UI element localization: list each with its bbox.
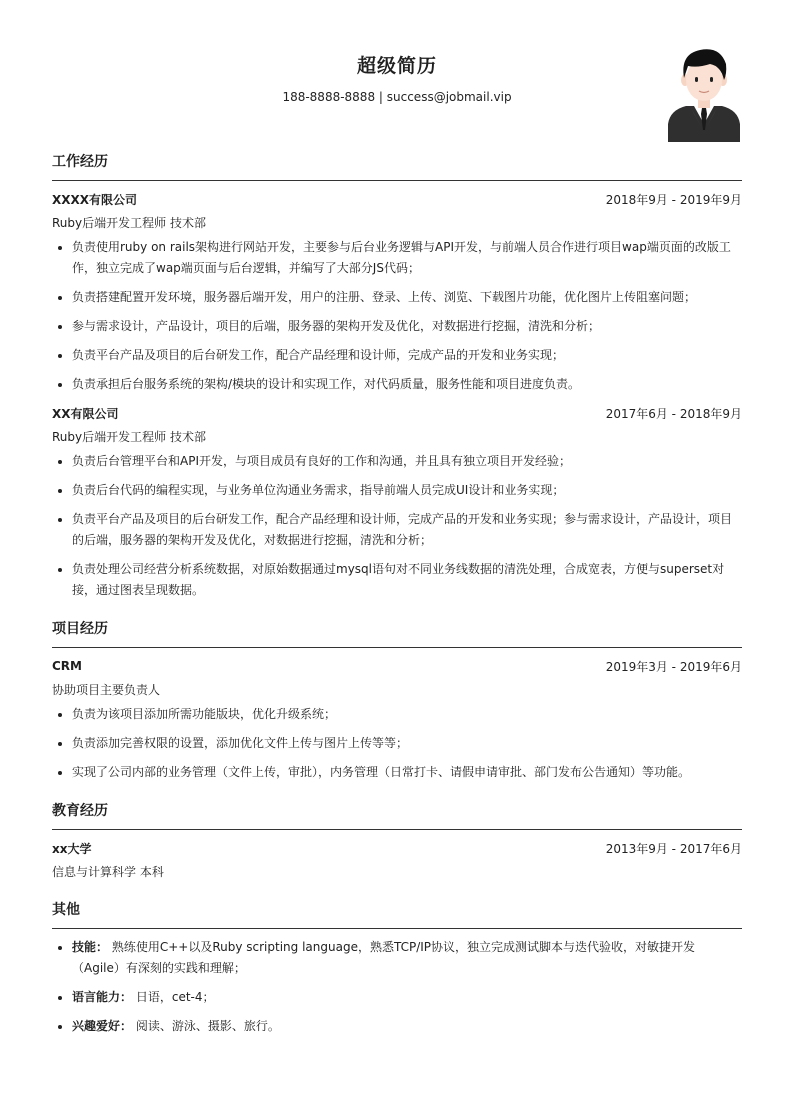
work-date: 2017年6月 - 2018年9月 — [605, 406, 742, 421]
resume-title: 超级简历 — [356, 55, 437, 77]
language-label: 语言能力： — [72, 990, 133, 1004]
list-item: • 负责为该项目添加所需功能版块，优化升级系统； — [72, 704, 742, 725]
list-item: • 参与需求设计，产品设计，项目的后端，服务器的架构开发及优化，对数据进行挖掘，清洗和分析； — [72, 316, 742, 337]
resume-content — [52, 150, 742, 1053]
work-entry — [52, 403, 742, 601]
education-major: 信息与计算科学 本科 — [52, 865, 164, 879]
other-section — [52, 898, 742, 1037]
list-item: • 负责承担后台服务系统的架构/模块的设计和实现工作，对代码质量，服务性能和项目进度负责。 — [72, 374, 742, 395]
contact-info: 188-8888-8888 | success@jobmail.vip — [282, 90, 512, 104]
work-bullets — [52, 237, 742, 395]
section-title-education: 教育经历 — [52, 799, 742, 830]
section-title-work: 工作经历 — [52, 150, 742, 181]
list-item — [72, 937, 742, 979]
work-section — [52, 150, 742, 601]
list-item: • 负责搭建配置开发环境，服务器后端开发，用户的注册、登录、上传、浏览、下载图片功能，优化图片上传阻塞问题； — [72, 287, 742, 308]
list-item: • 负责后台管理平台和API开发，与项目成员有良好的工作和沟通，并且具有独立项目开发经验； — [72, 451, 742, 472]
project-date: 2019年3月 - 2019年6月 — [605, 659, 742, 674]
work-entry — [52, 189, 742, 395]
company-name: XXXX有限公司 — [52, 192, 138, 207]
list-item: • 实现了公司内部的业务管理（文件上传，审批），内务管理（日常打卡、请假申请审批、部门发布公告通知）等功能。 — [72, 762, 742, 783]
project-entry — [52, 656, 742, 783]
education-section — [52, 799, 742, 882]
hobbies-label: 兴趣爱好： — [72, 1019, 133, 1033]
company-name: XX有限公司 — [52, 406, 119, 421]
list-item: • 负责处理公司经营分析系统数据，对原始数据通过mysql语句对不同业务线数据的清洗处理，合成宽表，方便与superset对接，通过图表呈现数据。 — [72, 559, 742, 601]
list-item: • 负责添加完善权限的设置，添加优化文件上传与图片上传等等； — [72, 733, 742, 754]
project-role: 协助项目主要负责人 — [52, 683, 161, 697]
list-item: • 负责使用ruby on rails架构进行网站开发，主要参与后台业务逻辑与API开发，与前端人员合作进行项目wap端页面的改版工作，独立完成了wap端页面与后台逻辑，并编写了大部分JS代码； — [72, 237, 742, 279]
project-section — [52, 617, 742, 783]
skills-text: 熟练使用C++以及Ruby scripting language，熟悉TCP/IP协议，独立完成测试脚本与迭代验收，对敏捷开发（Agile）有深刻的实践和理解； — [72, 940, 696, 975]
education-date: 2013年9月 - 2017年6月 — [605, 841, 742, 856]
skills-label: 技能： — [72, 940, 109, 954]
language-text: 日语，cet-4； — [135, 990, 215, 1004]
section-title-other: 其他 — [52, 898, 742, 929]
school-name: xx大学 — [52, 841, 92, 856]
list-item: • 负责平台产品及项目的后台研发工作，配合产品经理和设计师，完成产品的开发和业务实现； — [72, 345, 742, 366]
list-item — [72, 1016, 742, 1037]
work-bullets — [52, 451, 742, 601]
education-entry — [52, 838, 742, 882]
section-title-projects: 项目经历 — [52, 617, 742, 648]
list-item: • 负责后台代码的编程实现，与业务单位沟通业务需求，指导前端人员完成UI设计和业务实现； — [72, 480, 742, 501]
work-date: 2018年9月 - 2019年9月 — [605, 192, 742, 207]
other-bullets — [52, 937, 742, 1037]
job-role: Ruby后端开发工程师 技术部 — [52, 216, 206, 230]
avatar — [664, 44, 744, 142]
project-name: CRM — [52, 659, 82, 673]
hobbies-text: 阅读、游泳、摄影、旅行。 — [135, 1019, 280, 1033]
job-role: Ruby后端开发工程师 技术部 — [52, 430, 206, 444]
list-item — [72, 987, 742, 1008]
list-item: • 负责平台产品及项目的后台研发工作，配合产品经理和设计师，完成产品的开发和业务实现；参与需求设计，产品设计，项目的后端，服务器的架构开发及优化，对数据进行挖掘，清洗和分析； — [72, 509, 742, 551]
project-bullets — [52, 704, 742, 783]
